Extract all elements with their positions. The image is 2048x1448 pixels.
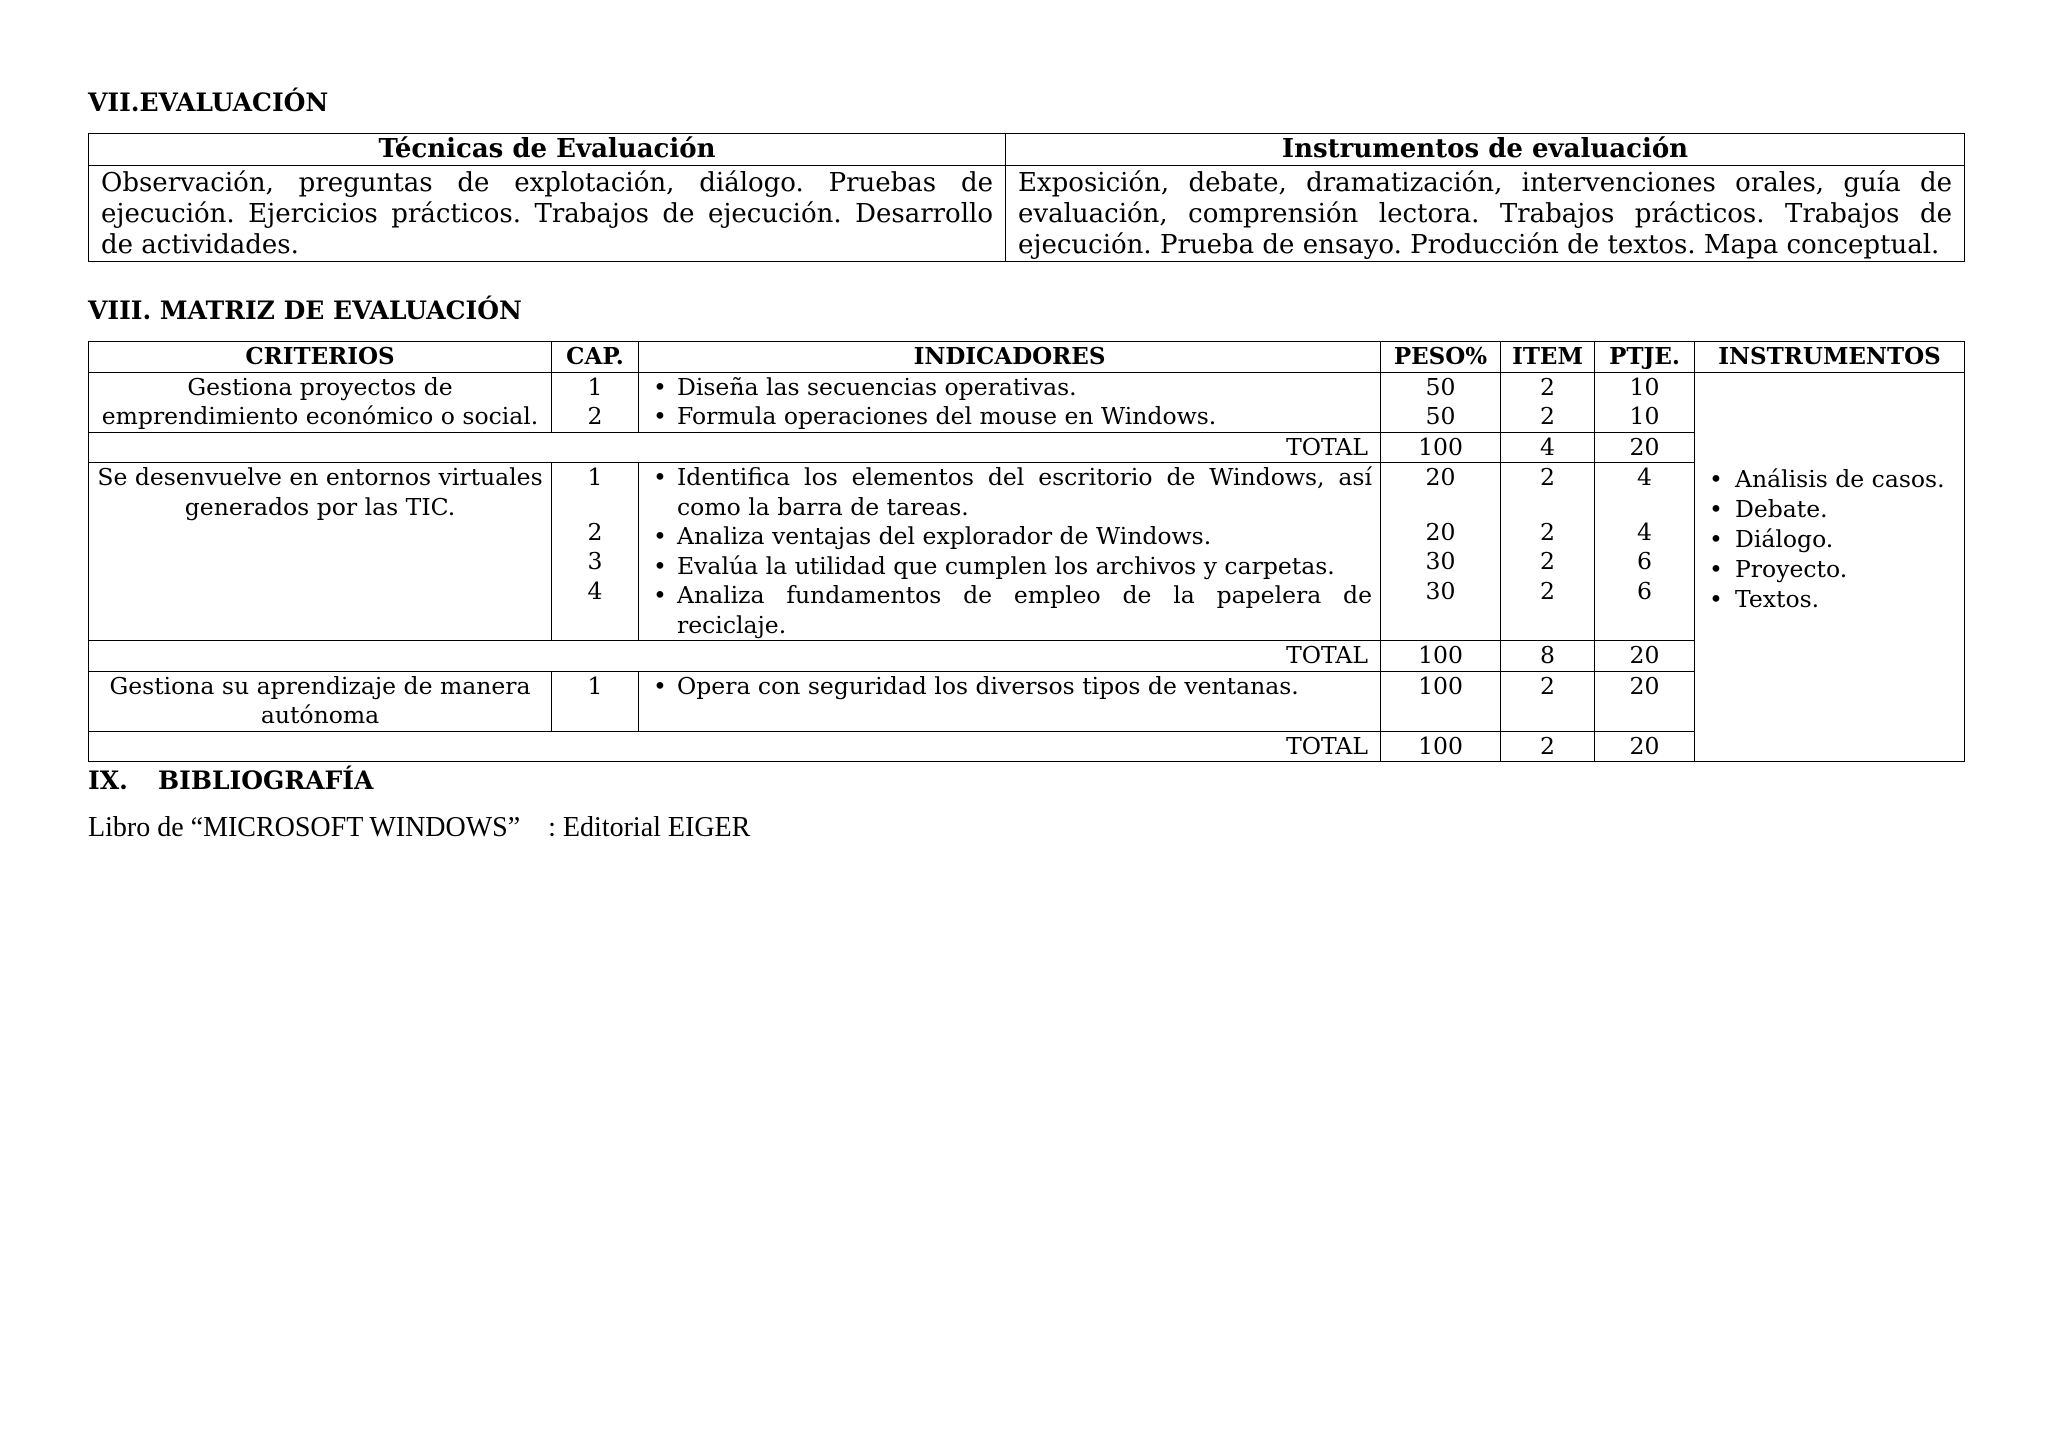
total-ptje: 20 xyxy=(1595,641,1695,672)
instrumentos-cell xyxy=(1695,372,1965,762)
indicator-list xyxy=(647,373,1372,432)
section-9-number: IX. xyxy=(88,766,128,795)
section-7-heading xyxy=(88,88,328,117)
list-item: • Debate. xyxy=(1701,494,1958,524)
ptje-value: 10 xyxy=(1629,402,1660,430)
item-value: 2 xyxy=(1540,372,1555,401)
indicadores-cell xyxy=(639,463,1381,641)
table-header-row xyxy=(89,134,1965,166)
section-8-heading: VIII. MATRIZ DE EVALUACIÓN xyxy=(88,296,522,325)
bibliography-entry: Libro de “MICROSOFT WINDOWS” : Editorial EIGER xyxy=(88,812,751,843)
matrix-header-row xyxy=(89,342,1965,373)
section-9-title: BIBLIOGRAFÍA xyxy=(158,766,374,795)
indicator-list xyxy=(647,463,1372,640)
header-item: ITEM xyxy=(1501,342,1595,373)
peso-value: 30 xyxy=(1425,576,1456,605)
spacer xyxy=(1595,493,1694,518)
total-label: TOTAL xyxy=(89,432,1381,463)
peso-value: 50 xyxy=(1425,372,1456,401)
header-cap: CAP. xyxy=(552,342,639,373)
header-criterios: CRITERIOS xyxy=(89,342,552,373)
item-cell: 2 xyxy=(1501,671,1595,731)
list-item: • Análisis de casos. xyxy=(1701,464,1958,494)
header-indicadores: INDICADORES xyxy=(639,342,1381,373)
peso-value: 50 xyxy=(1425,402,1456,430)
peso-cell xyxy=(1381,372,1501,432)
total-item: 2 xyxy=(1501,731,1595,762)
ptje-value: 4 xyxy=(1637,463,1652,491)
criterio-cell: Gestiona proyectos de emprendimiento económico o social. xyxy=(89,372,552,432)
cap-cell xyxy=(552,372,639,432)
cap-value: 3 xyxy=(587,547,603,575)
evaluation-matrix-table xyxy=(88,341,1965,762)
section-7-number: VII. xyxy=(88,88,140,117)
indicator-list xyxy=(647,672,1372,702)
table-row xyxy=(89,463,1965,641)
ptje-value: 6 xyxy=(1637,547,1652,575)
ptje-cell: 20 xyxy=(1595,671,1695,731)
total-ptje: 20 xyxy=(1595,432,1695,463)
cap-value: 2 xyxy=(587,517,603,546)
list-item: • Diseña las secuencias operativas. xyxy=(647,373,1372,403)
total-peso: 100 xyxy=(1381,641,1501,672)
total-item: 4 xyxy=(1501,432,1595,463)
item-value: 2 xyxy=(1540,402,1555,430)
item-cell xyxy=(1501,463,1595,641)
indicadores-cell xyxy=(639,372,1381,432)
cap-value: 1 xyxy=(587,463,603,491)
list-item: • Analiza fundamentos de empleo de la papelera de reciclaje. xyxy=(647,581,1372,640)
spacer xyxy=(1501,493,1594,518)
list-item: • Diálogo. xyxy=(1701,524,1958,554)
peso-value: 30 xyxy=(1425,547,1456,575)
ptje-cell xyxy=(1595,372,1695,432)
header-peso: PESO% xyxy=(1381,342,1501,373)
cap-value: 4 xyxy=(587,576,603,605)
ptje-value: 4 xyxy=(1637,517,1652,546)
item-value: 2 xyxy=(1540,547,1555,575)
total-label: TOTAL xyxy=(89,641,1381,672)
criterio-cell: Gestiona su aprendizaje de manera autónoma xyxy=(89,671,552,731)
techniques-cell: Observación, preguntas de explotación, diálogo. Pruebas de ejecución. Ejercicios prácticos. Trabajos de ejecución. Desarrollo de actividades. xyxy=(89,166,1006,262)
total-peso: 100 xyxy=(1381,731,1501,762)
item-value: 2 xyxy=(1540,576,1555,605)
total-label: TOTAL xyxy=(89,731,1381,762)
cap-value: 1 xyxy=(587,372,603,401)
ptje-value: 10 xyxy=(1629,372,1660,401)
header-instrumentos: INSTRUMENTOS xyxy=(1695,342,1965,373)
list-item: • Textos. xyxy=(1701,584,1958,614)
total-peso: 100 xyxy=(1381,432,1501,463)
indicadores-cell xyxy=(639,671,1381,731)
item-value: 2 xyxy=(1540,463,1555,491)
total-item: 8 xyxy=(1501,641,1595,672)
list-item: • Opera con seguridad los diversos tipos de ventanas. xyxy=(647,672,1372,702)
spacer xyxy=(1381,493,1500,518)
peso-value: 20 xyxy=(1425,463,1456,491)
criterio-cell: Se desenvuelve en entornos virtuales generados por las TIC. xyxy=(89,463,552,641)
cap-cell xyxy=(552,463,639,641)
list-item: • Evalúa la utilidad que cumplen los archivos y carpetas. xyxy=(647,552,1372,582)
cap-value: 2 xyxy=(587,402,603,430)
peso-cell xyxy=(1381,463,1501,641)
header-instrumentos: Instrumentos de evaluación xyxy=(1006,134,1965,166)
ptje-value: 6 xyxy=(1637,576,1652,605)
section-7-title: EVALUACIÓN xyxy=(139,88,329,117)
table-row xyxy=(89,671,1965,731)
item-cell xyxy=(1501,372,1595,432)
spacer xyxy=(552,493,638,518)
header-tecnicas: Técnicas de Evaluación xyxy=(89,134,1006,166)
peso-cell: 100 xyxy=(1381,671,1501,731)
list-item: • Proyecto. xyxy=(1701,554,1958,584)
ptje-cell xyxy=(1595,463,1695,641)
list-item: • Identifica los elementos del escritorio de Windows, así como la barra de tareas. xyxy=(647,463,1372,522)
evaluation-techniques-table xyxy=(88,133,1965,262)
cap-cell: 1 xyxy=(552,671,639,731)
instruments-list xyxy=(1701,464,1958,614)
total-row xyxy=(89,641,1965,672)
header-ptje: PTJE. xyxy=(1595,342,1695,373)
list-item: • Analiza ventajas del explorador de Windows. xyxy=(647,522,1372,552)
table-row xyxy=(89,166,1965,262)
total-row xyxy=(89,432,1965,463)
section-9-heading xyxy=(88,766,373,795)
instruments-cell: Exposición, debate, dramatización, intervenciones orales, guía de evaluación, comprensión lectora. Trabajos prácticos. Trabajos de ejecución. Prueba de ensayo. Producción de textos. Mapa conceptual. xyxy=(1006,166,1965,262)
list-item: • Formula operaciones del mouse en Windows. xyxy=(647,402,1372,432)
table-row xyxy=(89,372,1965,432)
item-value: 2 xyxy=(1540,517,1555,546)
total-row xyxy=(89,731,1965,762)
peso-value: 20 xyxy=(1425,517,1456,546)
total-ptje: 20 xyxy=(1595,731,1695,762)
